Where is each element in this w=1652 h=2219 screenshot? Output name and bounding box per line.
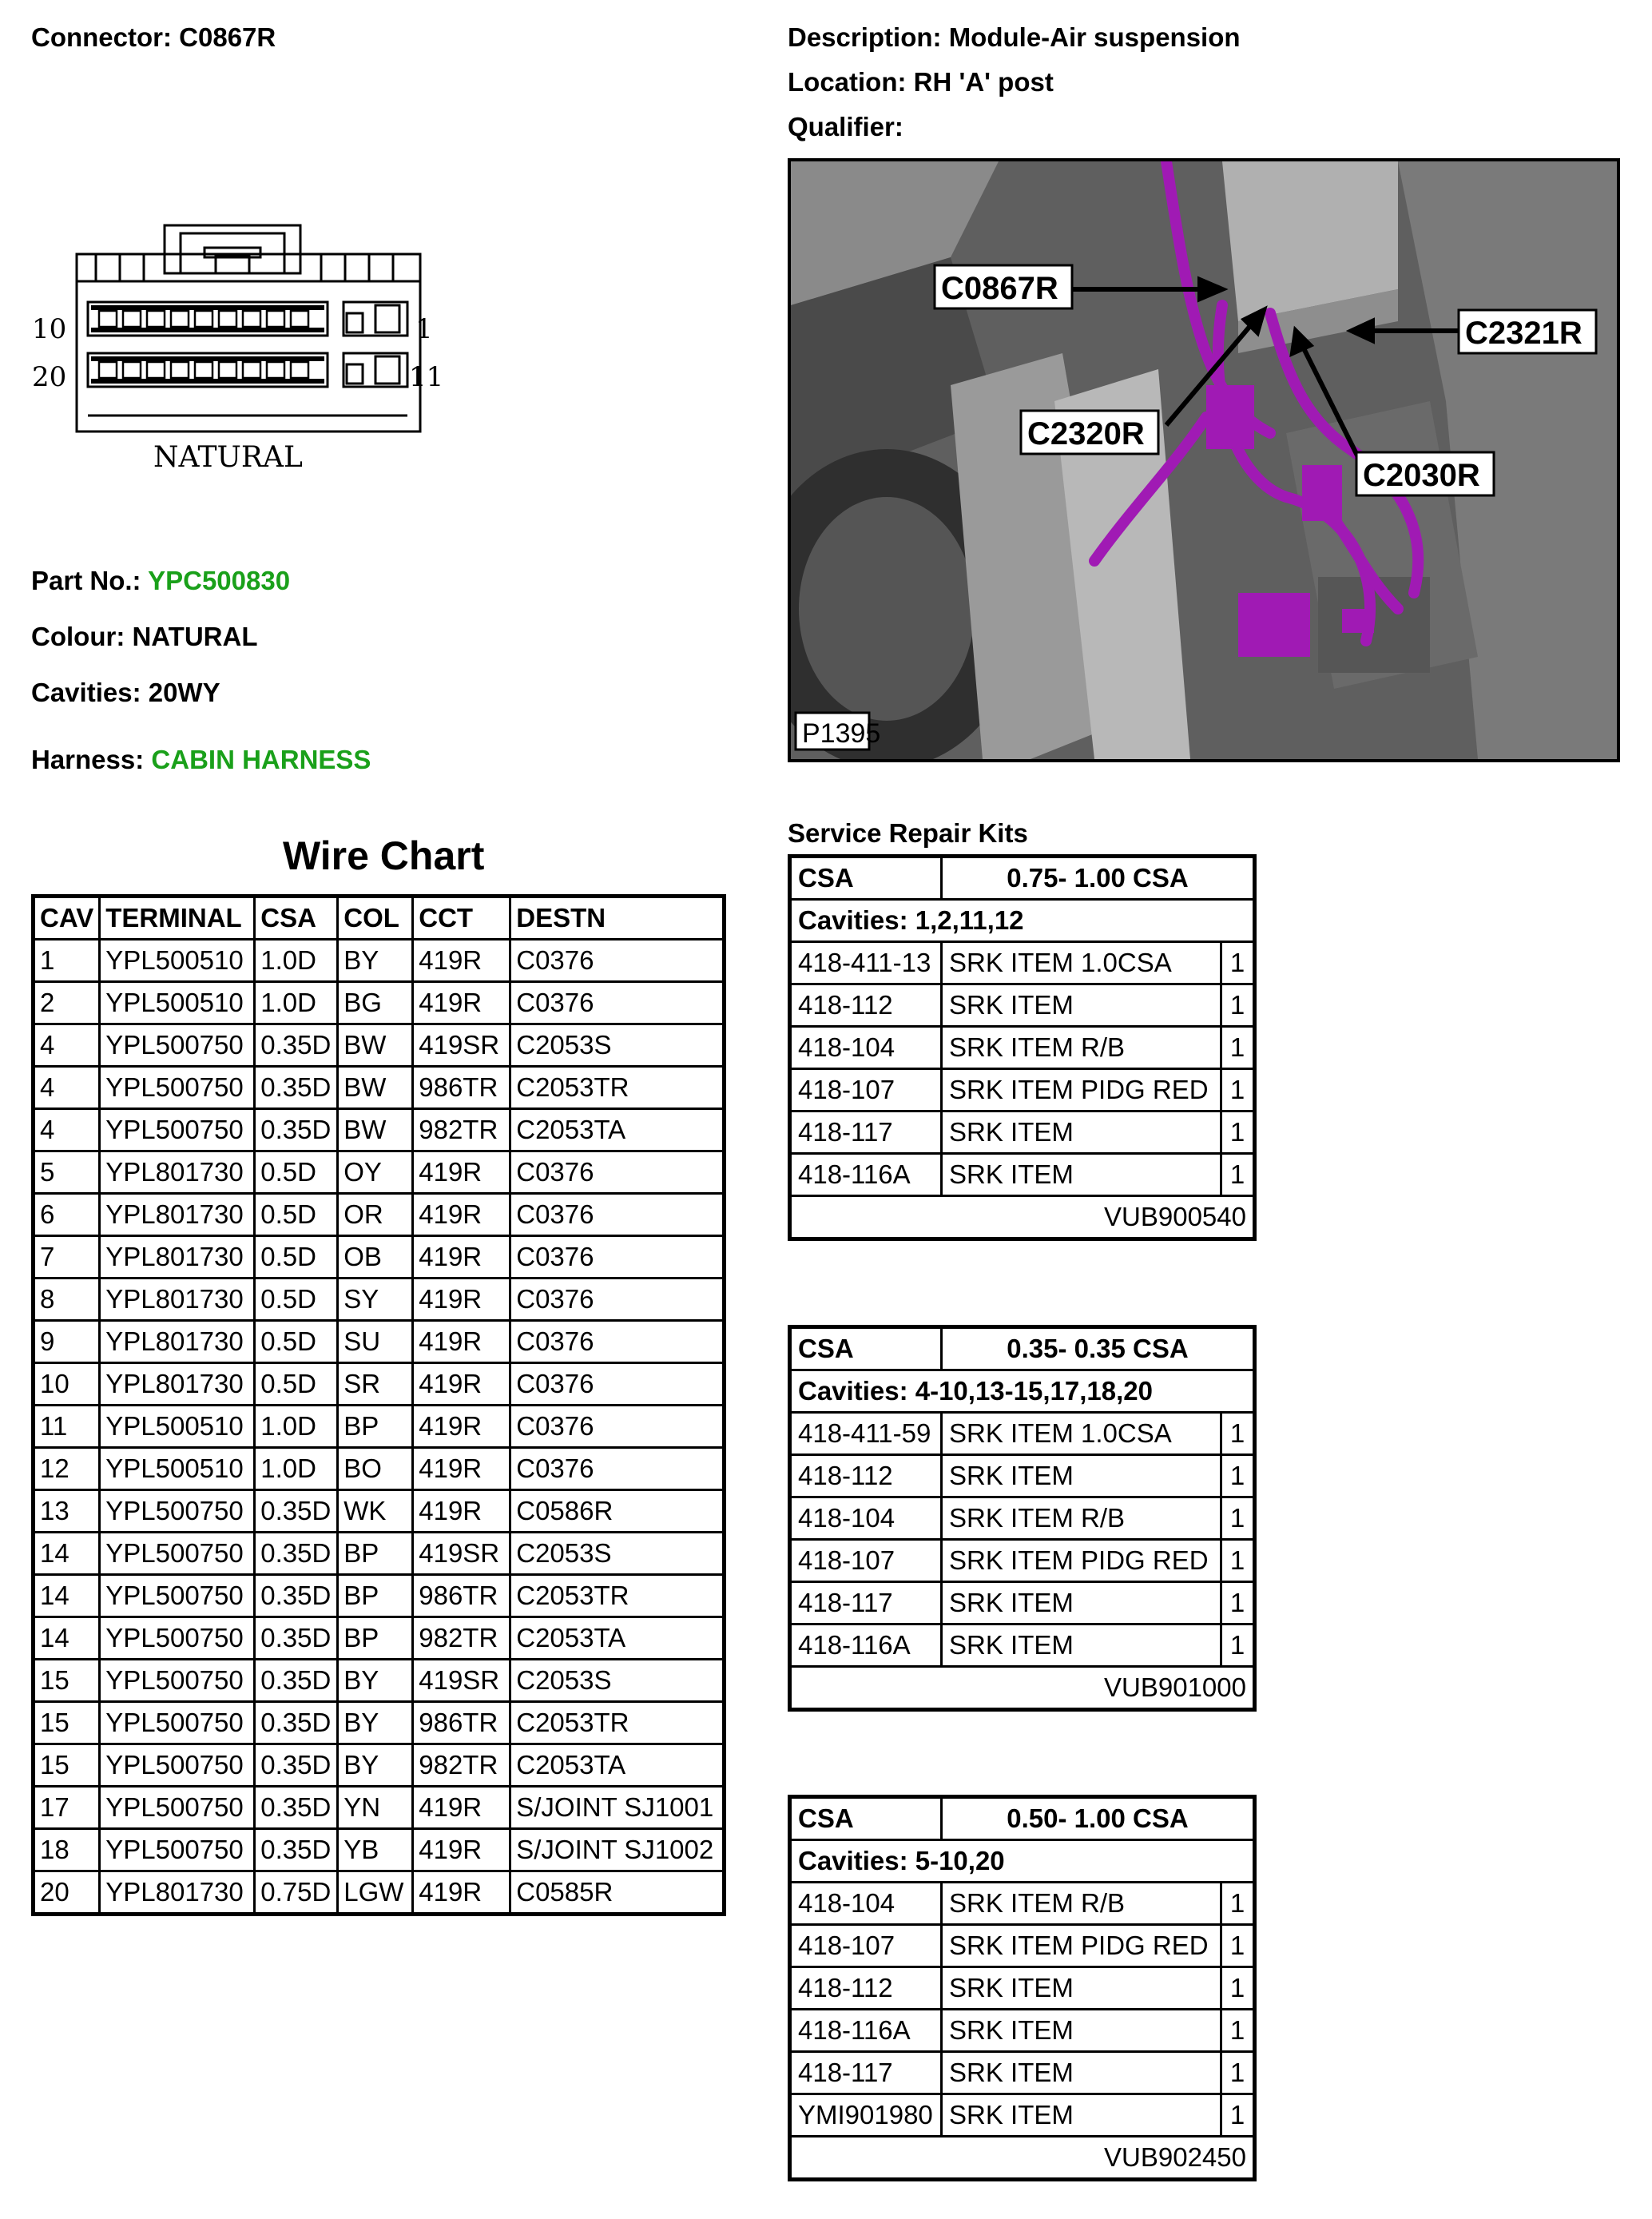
wire-chart-header-cell: CCT xyxy=(413,897,510,940)
wire-chart-cell: C2053TA xyxy=(510,1744,725,1787)
callout-c2321r: C2321R xyxy=(1465,316,1583,351)
wire-chart-cell: 1 xyxy=(34,940,100,982)
wire-chart-cell: BY xyxy=(338,1702,413,1744)
wire-chart-cell: YPL500750 xyxy=(100,1533,255,1575)
colour-label: Colour: NATURAL xyxy=(31,622,258,651)
wire-chart-cell: C0585R xyxy=(510,1871,725,1915)
wire-chart-cell: C2053TR xyxy=(510,1702,725,1744)
wire-chart-cell: 419R xyxy=(413,1236,510,1279)
wire-chart-cell: YPL500750 xyxy=(100,1575,255,1617)
service-kit-item-qty: 1 xyxy=(1221,2010,1255,2052)
wire-chart-cell: 419R xyxy=(413,1406,510,1448)
service-kit-item-description: SRK ITEM xyxy=(942,1111,1221,1154)
service-kit-item-description: SRK ITEM PIDG RED xyxy=(942,1069,1221,1111)
wire-chart-cell: YPL500750 xyxy=(100,1490,255,1533)
service-kit-item-qty: 1 xyxy=(1221,1582,1255,1624)
wire-chart-cell: YPL500750 xyxy=(100,1829,255,1871)
wire-chart-row xyxy=(34,1067,725,1109)
wire-chart-row xyxy=(34,1109,725,1151)
service-kit-item-description: SRK ITEM PIDG RED xyxy=(942,1925,1221,1967)
service-kit-item-description: SRK ITEM R/B xyxy=(942,1497,1221,1540)
wire-chart-cell: 419R xyxy=(413,1829,510,1871)
qualifier-label: Qualifier: xyxy=(788,112,903,141)
service-kit-item-qty: 1 xyxy=(1221,942,1255,984)
service-kit-part-number: 418-104 xyxy=(790,1027,942,1069)
wire-chart-row xyxy=(34,1575,725,1617)
wire-chart-header-cell: CAV xyxy=(34,897,100,940)
service-kit-csa-row xyxy=(790,857,1255,900)
service-kit-item-qty: 1 xyxy=(1221,1497,1255,1540)
service-kit-item-qty: 1 xyxy=(1221,2094,1255,2137)
pin-label-11: 11 xyxy=(409,361,444,393)
wire-chart-cell: BW xyxy=(338,1109,413,1151)
wire-chart-cell: 0.35D xyxy=(255,1575,338,1617)
service-kit-csa-row xyxy=(790,1327,1255,1370)
service-kit-part-number: 418-112 xyxy=(790,984,942,1027)
wire-chart-cell: 419R xyxy=(413,982,510,1024)
service-kit-item-row xyxy=(790,1069,1255,1111)
wire-chart-cell: C0586R xyxy=(510,1490,725,1533)
wire-chart-cell: 4 xyxy=(34,1024,100,1067)
wire-chart-cell: YPL500750 xyxy=(100,1660,255,1702)
service-kit-item-qty: 1 xyxy=(1221,984,1255,1027)
service-kit-item-qty: 1 xyxy=(1221,1624,1255,1667)
wire-chart-cell: 982TR xyxy=(413,1109,510,1151)
service-kit-part-number: 418-112 xyxy=(790,1455,942,1497)
service-kit-part-number: 418-107 xyxy=(790,1925,942,1967)
service-kit-item-row xyxy=(790,1582,1255,1624)
wire-chart-cell: C2053TR xyxy=(510,1067,725,1109)
wire-chart-cell: 986TR xyxy=(413,1702,510,1744)
service-kit-item-description: SRK ITEM 1.0CSA xyxy=(942,1413,1221,1455)
figure-id: P1395 xyxy=(802,718,881,749)
service-kit-cavities: Cavities: 4-10,13-15,17,18,20 xyxy=(790,1370,1255,1413)
service-kit-cavities-row xyxy=(790,1840,1255,1883)
connector-label: Connector: C0867R xyxy=(31,22,276,52)
wire-chart-cell: 0.5D xyxy=(255,1194,338,1236)
service-kit-part-number: 418-117 xyxy=(790,1582,942,1624)
wire-chart-cell: C2053S xyxy=(510,1024,725,1067)
wire-chart-header-cell: COL xyxy=(338,897,413,940)
wire-chart-cell: 419SR xyxy=(413,1024,510,1067)
service-kit-part-number: 418-117 xyxy=(790,2052,942,2094)
service-kit-csa-row xyxy=(790,1797,1255,1840)
service-kit-part-number: 418-117 xyxy=(790,1111,942,1154)
harness-value: CABIN HARNESS xyxy=(151,745,371,774)
service-kit-item-description: SRK ITEM xyxy=(942,2052,1221,2094)
wire-chart-cell: 986TR xyxy=(413,1575,510,1617)
wire-chart-cell: YPL801730 xyxy=(100,1151,255,1194)
pin-label-1: 1 xyxy=(415,313,433,345)
service-kit-item-row xyxy=(790,2052,1255,2094)
service-kit-csa-range: 0.35- 0.35 CSA xyxy=(942,1327,1255,1370)
service-kit-item-row xyxy=(790,1497,1255,1540)
callout-c0867r: C0867R xyxy=(941,271,1058,306)
harness-label: Harness: CABIN HARNESS xyxy=(31,745,371,774)
service-kit-csa-label: CSA xyxy=(790,1327,942,1370)
wire-chart-row xyxy=(34,1744,725,1787)
service-kit-part-number: 418-116A xyxy=(790,2010,942,2052)
service-kit-table xyxy=(788,854,1257,1241)
service-kit-part-number: YMI901980 xyxy=(790,2094,942,2137)
wire-chart-cell: YPL801730 xyxy=(100,1194,255,1236)
service-kit-item-description: SRK ITEM xyxy=(942,984,1221,1027)
service-kit-csa-label: CSA xyxy=(790,1797,942,1840)
wire-chart-cell: BY xyxy=(338,940,413,982)
wire-chart-row xyxy=(34,1871,725,1915)
wire-chart-cell: C2053TA xyxy=(510,1617,725,1660)
wire-chart-cell: 2 xyxy=(34,982,100,1024)
wire-chart-cell: YPL500510 xyxy=(100,982,255,1024)
wire-chart-cell: LGW xyxy=(338,1871,413,1915)
service-kit-item-row xyxy=(790,1967,1255,2010)
service-kit-part-number: 418-104 xyxy=(790,1497,942,1540)
wire-chart-cell: YPL500750 xyxy=(100,1617,255,1660)
wire-chart-row xyxy=(34,1829,725,1871)
wire-chart-cell: 0.35D xyxy=(255,1617,338,1660)
wire-chart-row xyxy=(34,1490,725,1533)
location-photo-illustration xyxy=(791,161,1617,759)
wire-chart-header-cell: CSA xyxy=(255,897,338,940)
description-label: Description: Module-Air suspension xyxy=(788,22,1241,52)
wire-chart-cell: C2053TR xyxy=(510,1575,725,1617)
wire-chart-header-row xyxy=(34,897,725,940)
service-kit-csa-label: CSA xyxy=(790,857,942,900)
wire-chart-header-cell: DESTN xyxy=(510,897,725,940)
service-kit-item-qty: 1 xyxy=(1221,1967,1255,2010)
wire-chart-cell: 7 xyxy=(34,1236,100,1279)
service-kit-item-qty: 1 xyxy=(1221,1154,1255,1196)
service-kit-csa-range: 0.50- 1.00 CSA xyxy=(942,1797,1255,1840)
service-kit-part-number: 418-116A xyxy=(790,1154,942,1196)
service-kit-item-description: SRK ITEM R/B xyxy=(942,1027,1221,1069)
wire-chart-cell: 982TR xyxy=(413,1744,510,1787)
wire-chart-header-cell: TERMINAL xyxy=(100,897,255,940)
service-kit-table xyxy=(788,1795,1257,2181)
service-kit-item-description: SRK ITEM PIDG RED xyxy=(942,1540,1221,1582)
wire-chart-cell: 0.5D xyxy=(255,1321,338,1363)
service-kit-item-row xyxy=(790,2010,1255,2052)
wire-chart-cell: YPL801730 xyxy=(100,1363,255,1406)
wire-chart-cell: BW xyxy=(338,1067,413,1109)
wire-chart-cell: SY xyxy=(338,1279,413,1321)
part-number: Part No.: YPC500830 xyxy=(31,566,291,595)
service-kit-number: VUB900540 xyxy=(790,1196,1255,1239)
wire-chart-cell: WK xyxy=(338,1490,413,1533)
wire-chart-cell: OR xyxy=(338,1194,413,1236)
wire-chart-row xyxy=(34,1448,725,1490)
wire-chart-row xyxy=(34,1406,725,1448)
wire-chart-row xyxy=(34,1702,725,1744)
service-kit-number-row xyxy=(790,1196,1255,1239)
wire-chart-cell: YN xyxy=(338,1787,413,1829)
wire-chart-cell: YPL500510 xyxy=(100,1406,255,1448)
wire-chart-cell: BW xyxy=(338,1024,413,1067)
wire-chart-cell: 419R xyxy=(413,1194,510,1236)
service-kit-cavities-row xyxy=(790,900,1255,942)
wire-chart-cell: 419R xyxy=(413,1787,510,1829)
service-kit-item-description: SRK ITEM xyxy=(942,1967,1221,2010)
wire-chart-cell: SU xyxy=(338,1321,413,1363)
wire-chart-cell: 10 xyxy=(34,1363,100,1406)
service-kit-item-description: SRK ITEM 1.0CSA xyxy=(942,942,1221,984)
service-kit-item-description: SRK ITEM R/B xyxy=(942,1883,1221,1925)
service-kit-cavities: Cavities: 1,2,11,12 xyxy=(790,900,1255,942)
wire-chart-row xyxy=(34,1363,725,1406)
pin-label-20: 20 xyxy=(32,361,67,393)
cavities-label: Cavities: 20WY xyxy=(31,678,220,707)
wire-chart-cell: C0376 xyxy=(510,1321,725,1363)
wire-chart-cell: YB xyxy=(338,1829,413,1871)
wire-chart-cell: 12 xyxy=(34,1448,100,1490)
wire-chart-cell: 15 xyxy=(34,1660,100,1702)
wire-chart-cell: 0.35D xyxy=(255,1787,338,1829)
service-kit-item-row xyxy=(790,1540,1255,1582)
wire-chart-cell: 6 xyxy=(34,1194,100,1236)
service-kit-item-row xyxy=(790,1154,1255,1196)
service-kit-item-row xyxy=(790,1624,1255,1667)
wire-chart-cell: 0.35D xyxy=(255,1533,338,1575)
wire-chart-row xyxy=(34,940,725,982)
wire-chart-cell: SR xyxy=(338,1363,413,1406)
wire-chart-row xyxy=(34,1660,725,1702)
service-kit-item-qty: 1 xyxy=(1221,1111,1255,1154)
wire-chart-cell: YPL500510 xyxy=(100,1448,255,1490)
wire-chart-cell: 0.35D xyxy=(255,1024,338,1067)
wire-chart-cell: 0.5D xyxy=(255,1363,338,1406)
wire-chart-cell: 0.35D xyxy=(255,1109,338,1151)
wire-chart-cell: BP xyxy=(338,1533,413,1575)
wire-chart-cell: BY xyxy=(338,1660,413,1702)
callout-c2320r: C2320R xyxy=(1027,416,1145,451)
wire-chart-cell: YPL500750 xyxy=(100,1067,255,1109)
wire-chart-cell: 419R xyxy=(413,1321,510,1363)
service-kit-table xyxy=(788,1325,1257,1712)
service-kit-number: VUB901000 xyxy=(790,1667,1255,1710)
service-kit-number-row xyxy=(790,2137,1255,2180)
wire-chart-cell: 0.5D xyxy=(255,1236,338,1279)
wire-chart-cell: BP xyxy=(338,1617,413,1660)
wire-chart-row xyxy=(34,982,725,1024)
wire-chart-cell: 419R xyxy=(413,940,510,982)
service-kit-part-number: 418-107 xyxy=(790,1069,942,1111)
wire-chart-cell: 4 xyxy=(34,1067,100,1109)
wire-chart-cell: C0376 xyxy=(510,1448,725,1490)
service-kit-item-qty: 1 xyxy=(1221,1540,1255,1582)
wire-chart-cell: YPL500750 xyxy=(100,1109,255,1151)
wire-chart-cell: C0376 xyxy=(510,940,725,982)
connector-colour-caption: NATURAL xyxy=(153,441,303,474)
wire-chart-cell: 11 xyxy=(34,1406,100,1448)
wire-chart-cell: 1.0D xyxy=(255,1406,338,1448)
service-kit-part-number: 418-107 xyxy=(790,1540,942,1582)
service-kit-item-qty: 1 xyxy=(1221,1455,1255,1497)
service-kit-cavities-row xyxy=(790,1370,1255,1413)
wire-chart-cell: C0376 xyxy=(510,982,725,1024)
wire-chart-cell: BP xyxy=(338,1406,413,1448)
wire-chart-cell: C0376 xyxy=(510,1151,725,1194)
wire-chart-row xyxy=(34,1617,725,1660)
wire-chart-cell: 14 xyxy=(34,1617,100,1660)
service-kit-number-row xyxy=(790,1667,1255,1710)
wire-chart-cell: 18 xyxy=(34,1829,100,1871)
wire-chart-cell: 1.0D xyxy=(255,982,338,1024)
service-kit-csa-range: 0.75- 1.00 CSA xyxy=(942,857,1255,900)
wire-chart-cell: 0.35D xyxy=(255,1490,338,1533)
wire-chart-cell: 0.5D xyxy=(255,1279,338,1321)
wire-chart-cell: S/JOINT SJ1001 xyxy=(510,1787,725,1829)
wire-chart-row xyxy=(34,1279,725,1321)
service-kit-item-qty: 1 xyxy=(1221,2052,1255,2094)
wire-chart-cell: YPL500510 xyxy=(100,940,255,982)
wire-chart-cell: 986TR xyxy=(413,1067,510,1109)
wire-chart-cell: BO xyxy=(338,1448,413,1490)
wire-chart-cell: YPL801730 xyxy=(100,1321,255,1363)
wire-chart-cell: YPL500750 xyxy=(100,1702,255,1744)
wire-chart-cell: YPL801730 xyxy=(100,1871,255,1915)
wire-chart-cell: C0376 xyxy=(510,1279,725,1321)
wire-chart-row xyxy=(34,1194,725,1236)
service-kit-item-row xyxy=(790,2094,1255,2137)
wire-chart-cell: 0.75D xyxy=(255,1871,338,1915)
wire-chart-cell: S/JOINT SJ1002 xyxy=(510,1829,725,1871)
service-kit-item-description: SRK ITEM xyxy=(942,2094,1221,2137)
service-kit-item-row xyxy=(790,1027,1255,1069)
wire-chart-cell: 0.35D xyxy=(255,1829,338,1871)
wire-chart-cell: C2053TA xyxy=(510,1109,725,1151)
wire-chart-cell: 419R xyxy=(413,1279,510,1321)
wire-chart-cell: 20 xyxy=(34,1871,100,1915)
service-kit-item-row xyxy=(790,1111,1255,1154)
wire-chart-cell: BG xyxy=(338,982,413,1024)
service-kit-item-row xyxy=(790,1455,1255,1497)
location-label: Location: RH 'A' post xyxy=(788,67,1054,97)
service-kit-part-number: 418-116A xyxy=(790,1624,942,1667)
wire-chart-cell: C0376 xyxy=(510,1236,725,1279)
wire-chart-cell: 5 xyxy=(34,1151,100,1194)
service-kit-item-description: SRK ITEM xyxy=(942,1624,1221,1667)
service-kit-item-qty: 1 xyxy=(1221,1883,1255,1925)
wire-chart-cell: 0.5D xyxy=(255,1151,338,1194)
wire-chart-cell: 419R xyxy=(413,1151,510,1194)
service-kit-item-row xyxy=(790,1883,1255,1925)
wire-chart-cell: C0376 xyxy=(510,1363,725,1406)
wire-chart-cell: 17 xyxy=(34,1787,100,1829)
service-kit-item-qty: 1 xyxy=(1221,1027,1255,1069)
wire-chart-cell: 0.35D xyxy=(255,1660,338,1702)
service-kit-part-number: 418-411-13 xyxy=(790,942,942,984)
service-kit-item-row xyxy=(790,984,1255,1027)
wire-chart-cell: 419R xyxy=(413,1490,510,1533)
service-kit-item-description: SRK ITEM xyxy=(942,1455,1221,1497)
wire-chart-row xyxy=(34,1151,725,1194)
service-kit-cavities: Cavities: 5-10,20 xyxy=(790,1840,1255,1883)
service-kit-item-qty: 1 xyxy=(1221,1925,1255,1967)
wire-chart-cell: 13 xyxy=(34,1490,100,1533)
service-kit-part-number: 418-112 xyxy=(790,1967,942,2010)
wire-chart-cell: 982TR xyxy=(413,1617,510,1660)
service-kit-number: VUB902450 xyxy=(790,2137,1255,2180)
service-kit-item-description: SRK ITEM xyxy=(942,1582,1221,1624)
wire-chart-cell: C2053S xyxy=(510,1660,725,1702)
wire-chart-cell: 15 xyxy=(34,1702,100,1744)
wire-chart-cell: 0.35D xyxy=(255,1702,338,1744)
wire-chart-cell: C2053S xyxy=(510,1533,725,1575)
wire-chart-row xyxy=(34,1533,725,1575)
wire-chart-cell: BY xyxy=(338,1744,413,1787)
wire-chart-cell: 14 xyxy=(34,1533,100,1575)
service-kit-item-description: SRK ITEM xyxy=(942,2010,1221,2052)
wire-chart-cell: OB xyxy=(338,1236,413,1279)
wire-chart-cell: C0376 xyxy=(510,1406,725,1448)
wire-chart-cell: YPL500750 xyxy=(100,1787,255,1829)
wire-chart-cell: 0.35D xyxy=(255,1067,338,1109)
wire-chart-cell: 1.0D xyxy=(255,1448,338,1490)
wire-chart-cell: 15 xyxy=(34,1744,100,1787)
wire-chart-row xyxy=(34,1236,725,1279)
wire-chart-cell: YPL500750 xyxy=(100,1024,255,1067)
wire-chart-row xyxy=(34,1787,725,1829)
wire-chart-cell: 419R xyxy=(413,1448,510,1490)
service-kit-item-qty: 1 xyxy=(1221,1413,1255,1455)
service-kit-item-description: SRK ITEM xyxy=(942,1154,1221,1196)
wire-chart-cell: 419R xyxy=(413,1871,510,1915)
wire-chart-cell: 419SR xyxy=(413,1533,510,1575)
wire-chart-cell: YPL801730 xyxy=(100,1279,255,1321)
service-kit-item-row xyxy=(790,1925,1255,1967)
wire-chart-cell: OY xyxy=(338,1151,413,1194)
wire-chart-cell: YPL500750 xyxy=(100,1744,255,1787)
wire-chart-table xyxy=(31,894,726,1916)
wire-chart-title: Wire Chart xyxy=(283,833,485,878)
wire-chart-cell: 14 xyxy=(34,1575,100,1617)
wire-chart-cell: BP xyxy=(338,1575,413,1617)
service-kits-title: Service Repair Kits xyxy=(788,818,1028,848)
service-kit-item-row xyxy=(790,942,1255,984)
service-kit-part-number: 418-411-59 xyxy=(790,1413,942,1455)
location-photo xyxy=(788,158,1620,762)
service-kit-item-row xyxy=(790,1413,1255,1455)
wire-chart-cell: YPL801730 xyxy=(100,1236,255,1279)
wire-chart-cell: C0376 xyxy=(510,1194,725,1236)
pin-label-10: 10 xyxy=(32,313,67,345)
wire-chart-cell: 9 xyxy=(34,1321,100,1363)
wire-chart-cell: 419R xyxy=(413,1363,510,1406)
wire-chart-cell: 1.0D xyxy=(255,940,338,982)
wire-chart-cell: 4 xyxy=(34,1109,100,1151)
wire-chart-row xyxy=(34,1321,725,1363)
service-kit-item-qty: 1 xyxy=(1221,1069,1255,1111)
wire-chart-row xyxy=(34,1024,725,1067)
wire-chart-cell: 419SR xyxy=(413,1660,510,1702)
service-kit-part-number: 418-104 xyxy=(790,1883,942,1925)
callout-c2030r: C2030R xyxy=(1363,458,1480,493)
part-number-value: YPC500830 xyxy=(148,566,291,595)
wire-chart-cell: 8 xyxy=(34,1279,100,1321)
wire-chart-cell: 0.35D xyxy=(255,1744,338,1787)
